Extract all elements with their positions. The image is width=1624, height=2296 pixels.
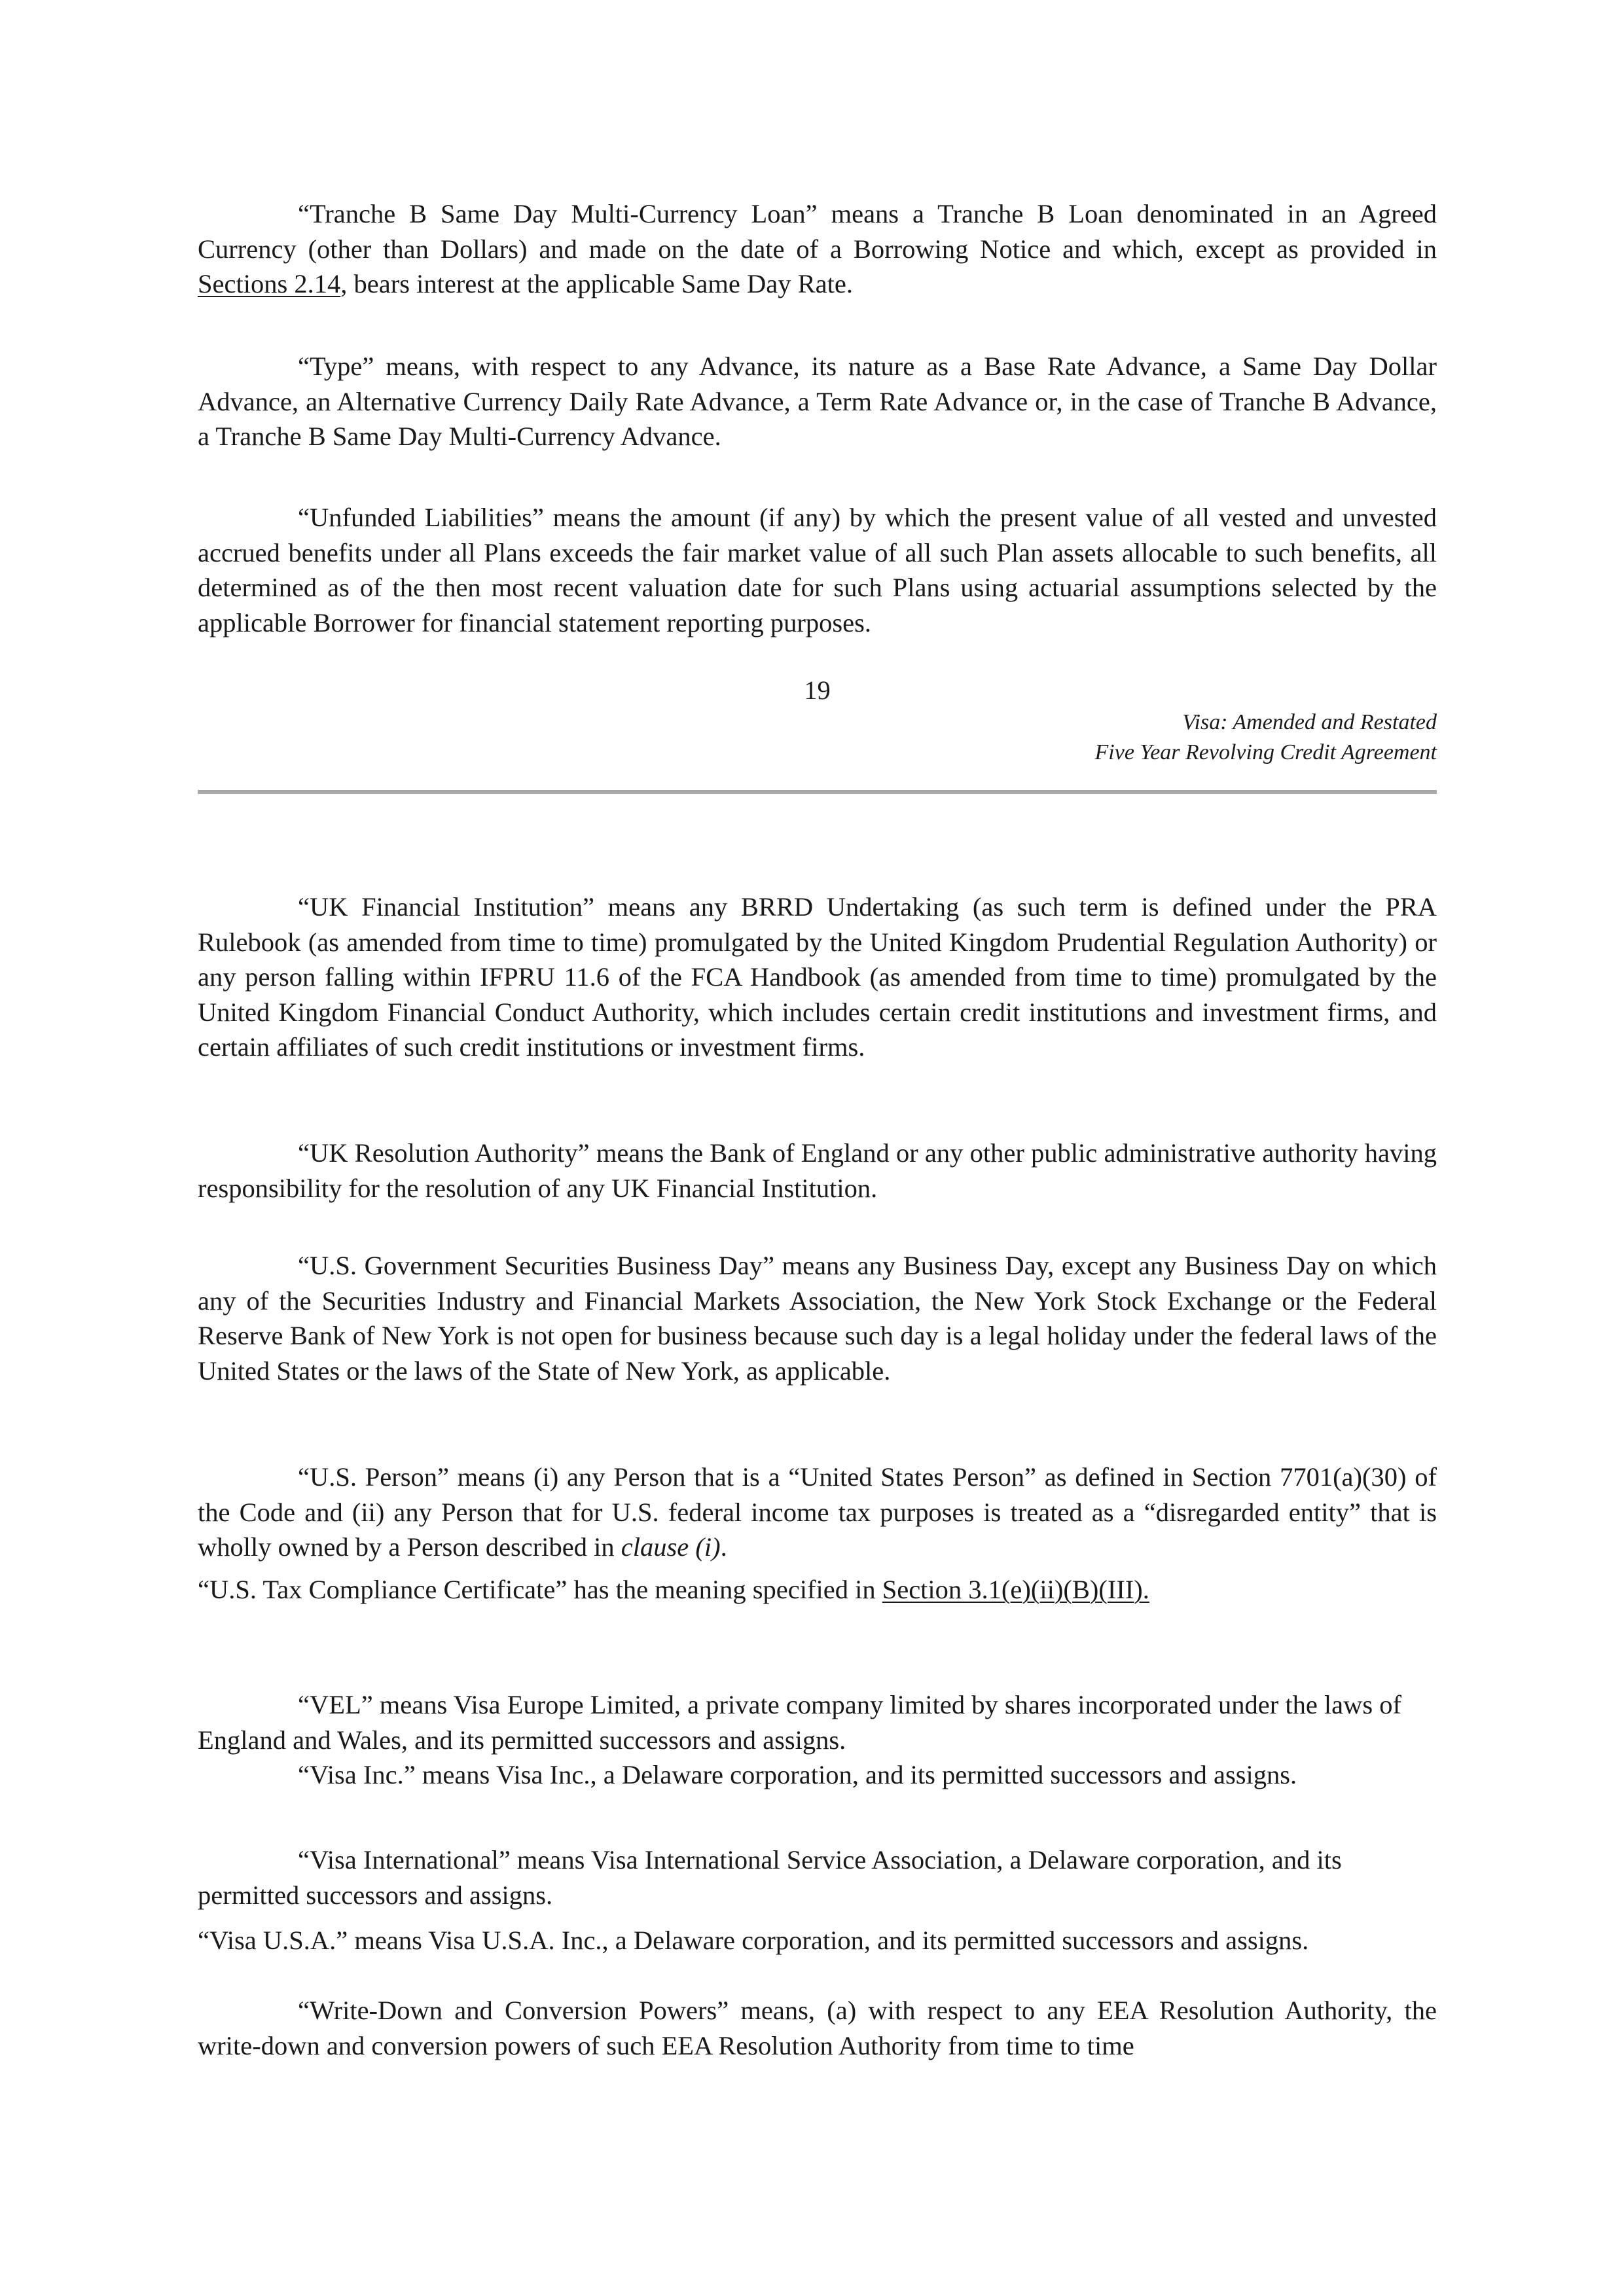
definition-visa-international: “Visa International” means Visa International Service Association, a Delaware corporation, and its permitted successors and assigns. [198, 1845, 1342, 1910]
sections-2-14-reference[interactable]: Sections 2.14 [198, 269, 341, 298]
footer-title-line-2: Five Year Revolving Credit Agreement [1094, 740, 1437, 764]
page-separator [198, 790, 1437, 794]
definition-vel: “VEL” means Visa Europe Limited, a private company limited by shares incorporated under the laws of England and Wales, and its permitted successors and assigns. [198, 1690, 1402, 1755]
definition-us-person: “U.S. Person” means (i) any Person that is a “United States Person” as defined in Section 7701(a)(30) of the Code and (ii) any Person that for U.S. federal income tax purposes is treated as a “disregarded entity” that is wholly owned by a Person described in clause (i). [198, 1462, 1437, 1562]
definition-us-government-securities-business-day: “U.S. Government Securities Business Day” means any Business Day, except any Business Day on which any of the Securities Industry and Financial Markets Association, the New York Stock Exchange or the Federal Reserve Bank of New York is not open for business because such day is a legal holiday under the federal laws of the United States or the laws of the State of New York, as applicable. [198, 1251, 1437, 1386]
definition-visa-usa: “Visa U.S.A.” means Visa U.S.A. Inc., a Delaware corporation, and its permitted successors and assigns. [198, 1926, 1309, 1955]
definition-visa-inc: “Visa Inc.” means Visa Inc., a Delaware corporation, and its permitted successors and assigns. [298, 1760, 1297, 1789]
section-3-1-reference[interactable]: Section 3.1(e)(ii)(B)(III). [882, 1575, 1149, 1604]
definition-tranche-b-same-day-loan: “Tranche B Same Day Multi-Currency Loan” means a Tranche B Loan denominated in an Agreed Currency (other than Dollars) and made on the date of a Borrowing Notice and which, except as provided in Sections 2.14, bears interest at the applicable Same Day Rate. [198, 199, 1437, 298]
definition-unfunded-liabilities: “Unfunded Liabilities” means the amount (if any) by which the present value of all vested and unvested accrued benefits under all Plans exceeds the fair market value of all such Plan assets allocable to such benefits, all determined as of the then most recent valuation date for such Plans using actuarial assumptions selected by the applicable Borrower for financial statement reporting purposes. [198, 503, 1437, 637]
footer-title-line-1: Visa: Amended and Restated [1182, 710, 1437, 734]
definition-uk-resolution-authority: “UK Resolution Authority” means the Bank of England or any other public administrative authority having responsibility for the resolution of any UK Financial Institution. [198, 1138, 1437, 1203]
definition-us-tax-compliance-certificate: “U.S. Tax Compliance Certificate” has the meaning specified in Section 3.1(e)(ii)(B)(III). [198, 1575, 1149, 1604]
definition-write-down-and-conversion-powers: “Write-Down and Conversion Powers” means, (a) with respect to any EEA Resolution Authority, the write-down and conversion powers of such EEA Resolution Authority from time to time [198, 1996, 1437, 2060]
definition-type: “Type” means, with respect to any Advance, its nature as a Base Rate Advance, a Same Day Dollar Advance, an Alternative Currency Daily Rate Advance, a Term Rate Advance or, in the case of Tranche B Advance, a Tranche B Same Day Multi-Currency Advance. [198, 351, 1437, 451]
page-number: 19 [804, 675, 831, 705]
definition-uk-financial-institution: “UK Financial Institution” means any BRRD Undertaking (as such term is defined under the PRA Rulebook (as amended from time to time) promulgated by the United Kingdom Prudential Regulation Authority) or any person falling within IFPRU 11.6 of the FCA Handbook (as amended from time to time) promulgated by the United Kingdom Financial Conduct Authority, which includes certain credit institutions and investment firms, and certain affiliates of such credit institutions or investment firms. [198, 892, 1437, 1062]
